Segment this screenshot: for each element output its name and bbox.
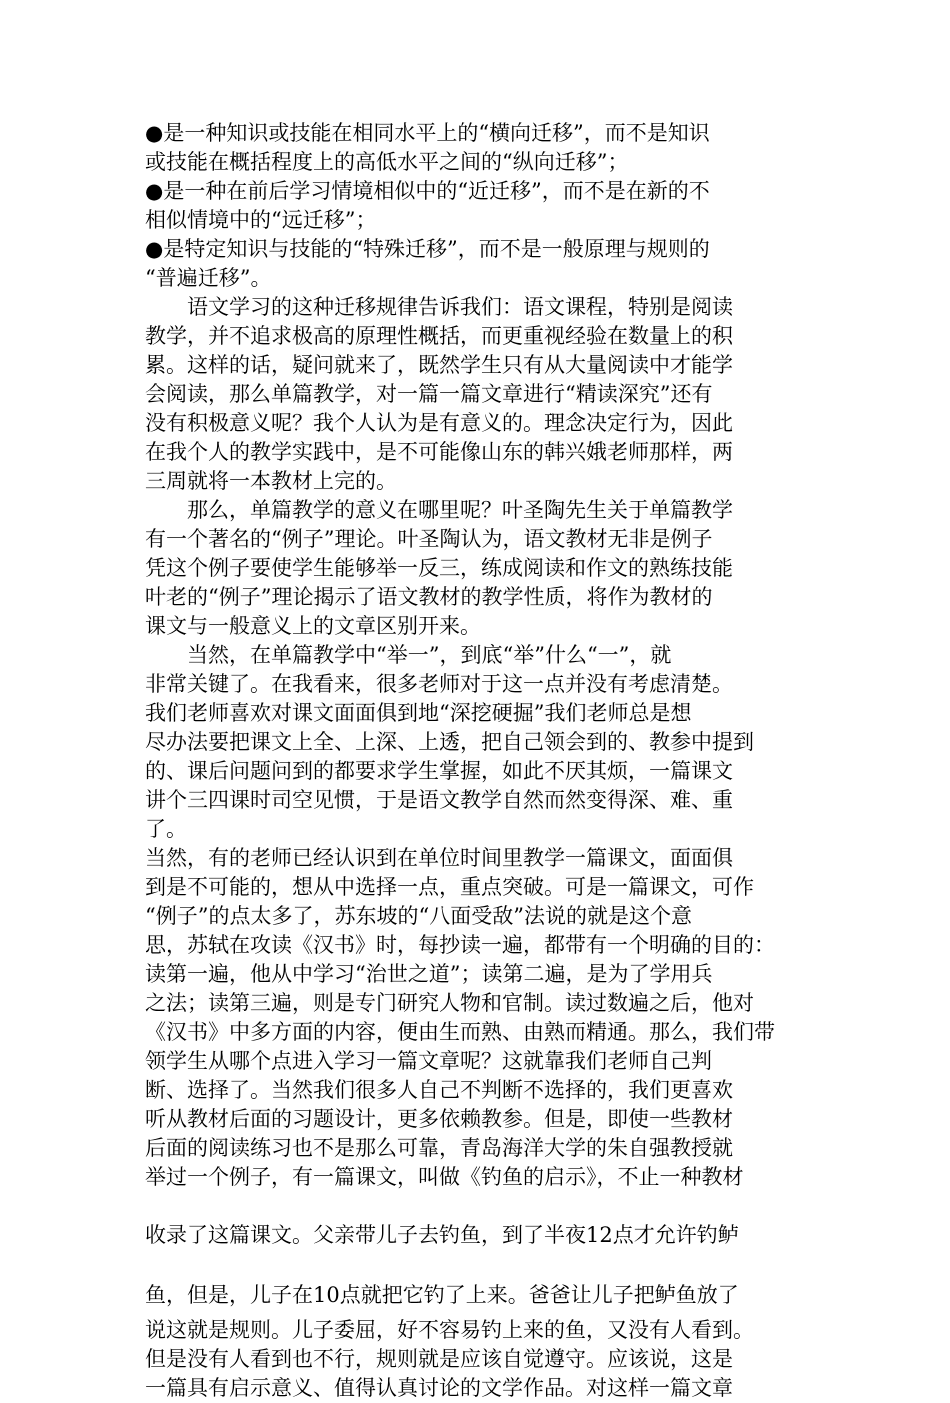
text-line: 说这就是规则。儿子委屈，好不容易钓上来的鱼，又没有人看到。 [145, 1318, 754, 1342]
text-line: 尽办法要把课文上全、上深、上透，把自己领会到的、教参中提到 [145, 730, 754, 754]
text-line: 读第一遍，他从中学习“治世之道”；读第二遍，是为了学用兵 [145, 962, 713, 986]
text-line: 领学生从哪个点进入学习一篇文章呢？这就靠我们老师自己判 [145, 1049, 712, 1073]
text-line: 一篇具有启示意义、值得认真讨论的文学作品。对这样一篇文章 [145, 1376, 733, 1400]
text-line: 在我个人的教学实践中，是不可能像山东的韩兴娥老师那样，两 [145, 440, 733, 464]
text-line: 非常关键了。在我看来，很多老师对于这一点并没有考虑清楚。 [145, 672, 733, 696]
text-line: 断、选择了。当然我们很多人自己不判断不选择的，我们更喜欢 [145, 1078, 733, 1102]
text-line: 收录了这篇课文。父亲带儿子去钓鱼，到了半夜12点才允许钓鲈 [145, 1223, 739, 1247]
text-line: 但是没有人看到也不行，规则就是应该自觉遵守。应该说，这是 [145, 1347, 733, 1371]
bullet-line: ●是一种知识或技能在相同水平上的“横向迁移”，而不是知识 [145, 121, 710, 145]
text-line: 举过一个例子，有一篇课文，叫做《钓鱼的启示》，不止一种教材 [145, 1165, 744, 1189]
text-line: 讲个三四课时司空见惯，于是语文教学自然而然变得深、难、重 [145, 788, 733, 812]
text-line: 有一个著名的“例子”理论。叶圣陶认为，语文教材无非是例子 [145, 527, 713, 551]
paragraph-first-line: 当然，有的老师已经认识到在单位时间里教学一篇课文，面面俱 [145, 846, 733, 870]
text-line: 凭这个例子要使学生能够举一反三，练成阅读和作文的熟练技能 [145, 556, 733, 580]
text-line: 《汉书》中多方面的内容，便由生而熟、由熟而精通。那么，我们带 [145, 1020, 775, 1044]
text-line: 到是不可能的，想从中选择一点，重点突破。可是一篇课文，可作 [145, 875, 754, 899]
text-line: “普遍迁移”。 [145, 266, 272, 290]
text-line: 累。这样的话，疑问就来了，既然学生只有从大量阅读中才能学 [145, 353, 733, 377]
text-line: 叶老的“例子”理论揭示了语文教材的教学性质，将作为教材的 [145, 585, 713, 609]
text-line: 思，苏轼在攻读《汉书》时，每抄读一遍，都带有一个明确的目的： [145, 933, 775, 957]
text-line: 课文与一般意义上的文章区别开来。 [145, 614, 481, 638]
text-line: 之法；读第三遍，则是专门研究人物和官制。读过数遍之后，他对 [145, 991, 754, 1015]
bullet-line: ●是特定知识与技能的“特殊迁移”，而不是一般原理与规则的 [145, 237, 710, 261]
text-line: 或技能在概括程度上的高低水平之间的“纵向迁移”； [145, 150, 629, 174]
text-line: 了。 [145, 817, 187, 841]
text-line: 听从教材后面的习题设计，更多依赖教参。但是，即使一些教材 [145, 1107, 733, 1131]
text-line: 会阅读，那么单篇教学，对一篇一篇文章进行“精读深究”还有 [145, 382, 713, 406]
paragraph-first-line: 当然，在单篇教学中“举一”，到底“举”什么“一”，就 [187, 643, 672, 667]
paragraph-first-line: 语文学习的这种迁移规律告诉我们：语文课程，特别是阅读 [187, 295, 733, 319]
text-line: 鱼，但是，儿子在10点就把它钓了上来。爸爸让儿子把鲈鱼放了 [145, 1283, 739, 1307]
paragraph-first-line: 那么，单篇教学的意义在哪里呢？叶圣陶先生关于单篇教学 [187, 498, 733, 522]
text-line: 没有积极意义呢？我个人认为是有意义的。理念决定行为，因此 [145, 411, 733, 435]
text-line: 我们老师喜欢对课文面面俱到地“深挖硬掘”我们老师总是想 [145, 701, 692, 725]
bullet-line: ●是一种在前后学习情境相似中的“近迁移”，而不是在新的不 [145, 179, 710, 203]
text-line: 后面的阅读练习也不是那么可靠，青岛海洋大学的朱自强教授就 [145, 1136, 733, 1160]
text-line: 的、课后问题问到的都要求学生掌握，如此不厌其烦，一篇课文 [145, 759, 733, 783]
text-line: 相似情境中的“远迁移”； [145, 208, 377, 232]
text-line: 三周就将一本教材上完的。 [145, 469, 397, 493]
text-line: “例子”的点太多了，苏东坡的“八面受敌”法说的就是这个意 [145, 904, 692, 928]
text-line: 教学，并不追求极高的原理性概括，而更重视经验在数量上的积 [145, 324, 733, 348]
